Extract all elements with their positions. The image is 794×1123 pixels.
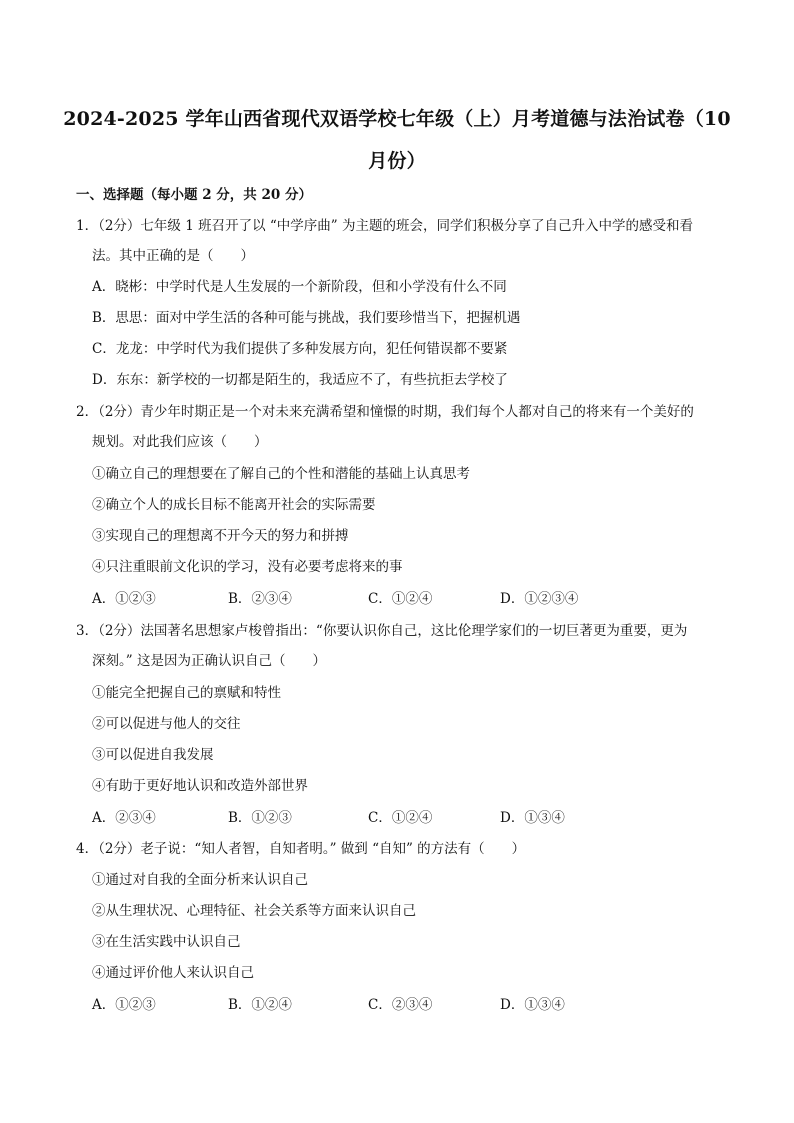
q4-choice-b: B．①②④ (228, 997, 292, 1013)
q3-statement-2: ②可以促进与他人的交往 (92, 716, 241, 732)
q1-option-b: B．思思：面对中学生活的各种可能与挑战，我们要珍惜当下，把握机遇 (92, 310, 521, 326)
q2-statement-4: ④只注重眼前文化识的学习，没有必要考虑将来的事 (92, 559, 403, 575)
q3-choice-d: D．①③④ (500, 810, 565, 826)
q1-stem-line2: 法。其中正确的是（ ） (92, 248, 254, 264)
exam-title-line1: 2024-2025 学年山西省现代双语学校七年级（上）月考道德与法治试卷（10 (63, 108, 731, 130)
q3-statement-1: ①能完全把握自己的禀赋和特性 (92, 685, 281, 701)
q2-stem-line2: 规划。对此我们应该（ ） (92, 434, 268, 450)
q4-choice-c: C．②③④ (368, 997, 433, 1013)
exam-title-line2: 月份） (368, 150, 426, 172)
q4-statement-2: ②从生理状况、心理特征、社会关系等方面来认识自己 (92, 903, 416, 919)
q3-stem-line1: 3．（2分）法国著名思想家卢梭曾指出：“你要认识你自己，这比伦理学家们的一切巨著更为重要，更为 (76, 623, 688, 639)
q3-stem-line2: 深刻。” 这是因为正确认识自己（ ） (92, 653, 326, 669)
q4-statement-3: ③在生活实践中认识自己 (92, 934, 241, 950)
q2-choice-b: B．②③④ (228, 591, 292, 607)
q1-option-d: D．东东：新学校的一切都是陌生的，我适应不了，有些抗拒去学校了 (92, 372, 508, 388)
q3-choice-b: B．①②③ (228, 810, 292, 826)
q2-statement-2: ②确立个人的成长目标不能离开社会的实际需要 (92, 497, 376, 513)
q1-stem-line1: 1．（2分）七年级 1 班召开了以 “中学序曲” 为主题的班会，同学们积极分享了自己升入中学的感受和看 (76, 218, 693, 234)
q3-statement-3: ③可以促进自我发展 (92, 747, 214, 763)
q4-choice-a: A．①②③ (92, 997, 156, 1013)
q2-statement-3: ③实现自己的理想离不开今天的努力和拼搏 (92, 528, 349, 544)
q1-option-a: A．晓彬：中学时代是人生发展的一个新阶段，但和小学没有什么不同 (92, 279, 507, 295)
q4-statement-4: ④通过评价他人来认识自己 (92, 965, 254, 981)
q3-choice-a: A．②③④ (92, 810, 156, 826)
q2-statement-1: ①确立自己的理想要在了解自己的个性和潜能的基础上认真思考 (92, 466, 470, 482)
q2-choice-c: C．①②④ (368, 591, 433, 607)
q3-choice-c: C．①②④ (368, 810, 433, 826)
q2-choice-d: D．①②③④ (500, 591, 579, 607)
q1-option-c: C．龙龙：中学时代为我们提供了多种发展方向，犯任何错误都不要紧 (92, 341, 508, 357)
q4-statement-1: ①通过对自我的全面分析来认识自己 (92, 872, 308, 888)
q2-stem-line1: 2．（2分）青少年时期正是一个对未来充满希望和憧憬的时期，我们每个人都对自己的将来有一个美好的 (76, 404, 694, 420)
section-heading: 一、选择题（每小题 2 分，共 20 分） (76, 187, 312, 203)
q3-statement-4: ④有助于更好地认识和改造外部世界 (92, 778, 308, 794)
q2-choice-a: A．①②③ (92, 591, 156, 607)
q4-stem-line1: 4．（2分）老子说：“知人者智，自知者明。” 做到 “自知” 的方法有（ ） (76, 841, 526, 857)
q4-choice-d: D．①③④ (500, 997, 565, 1013)
